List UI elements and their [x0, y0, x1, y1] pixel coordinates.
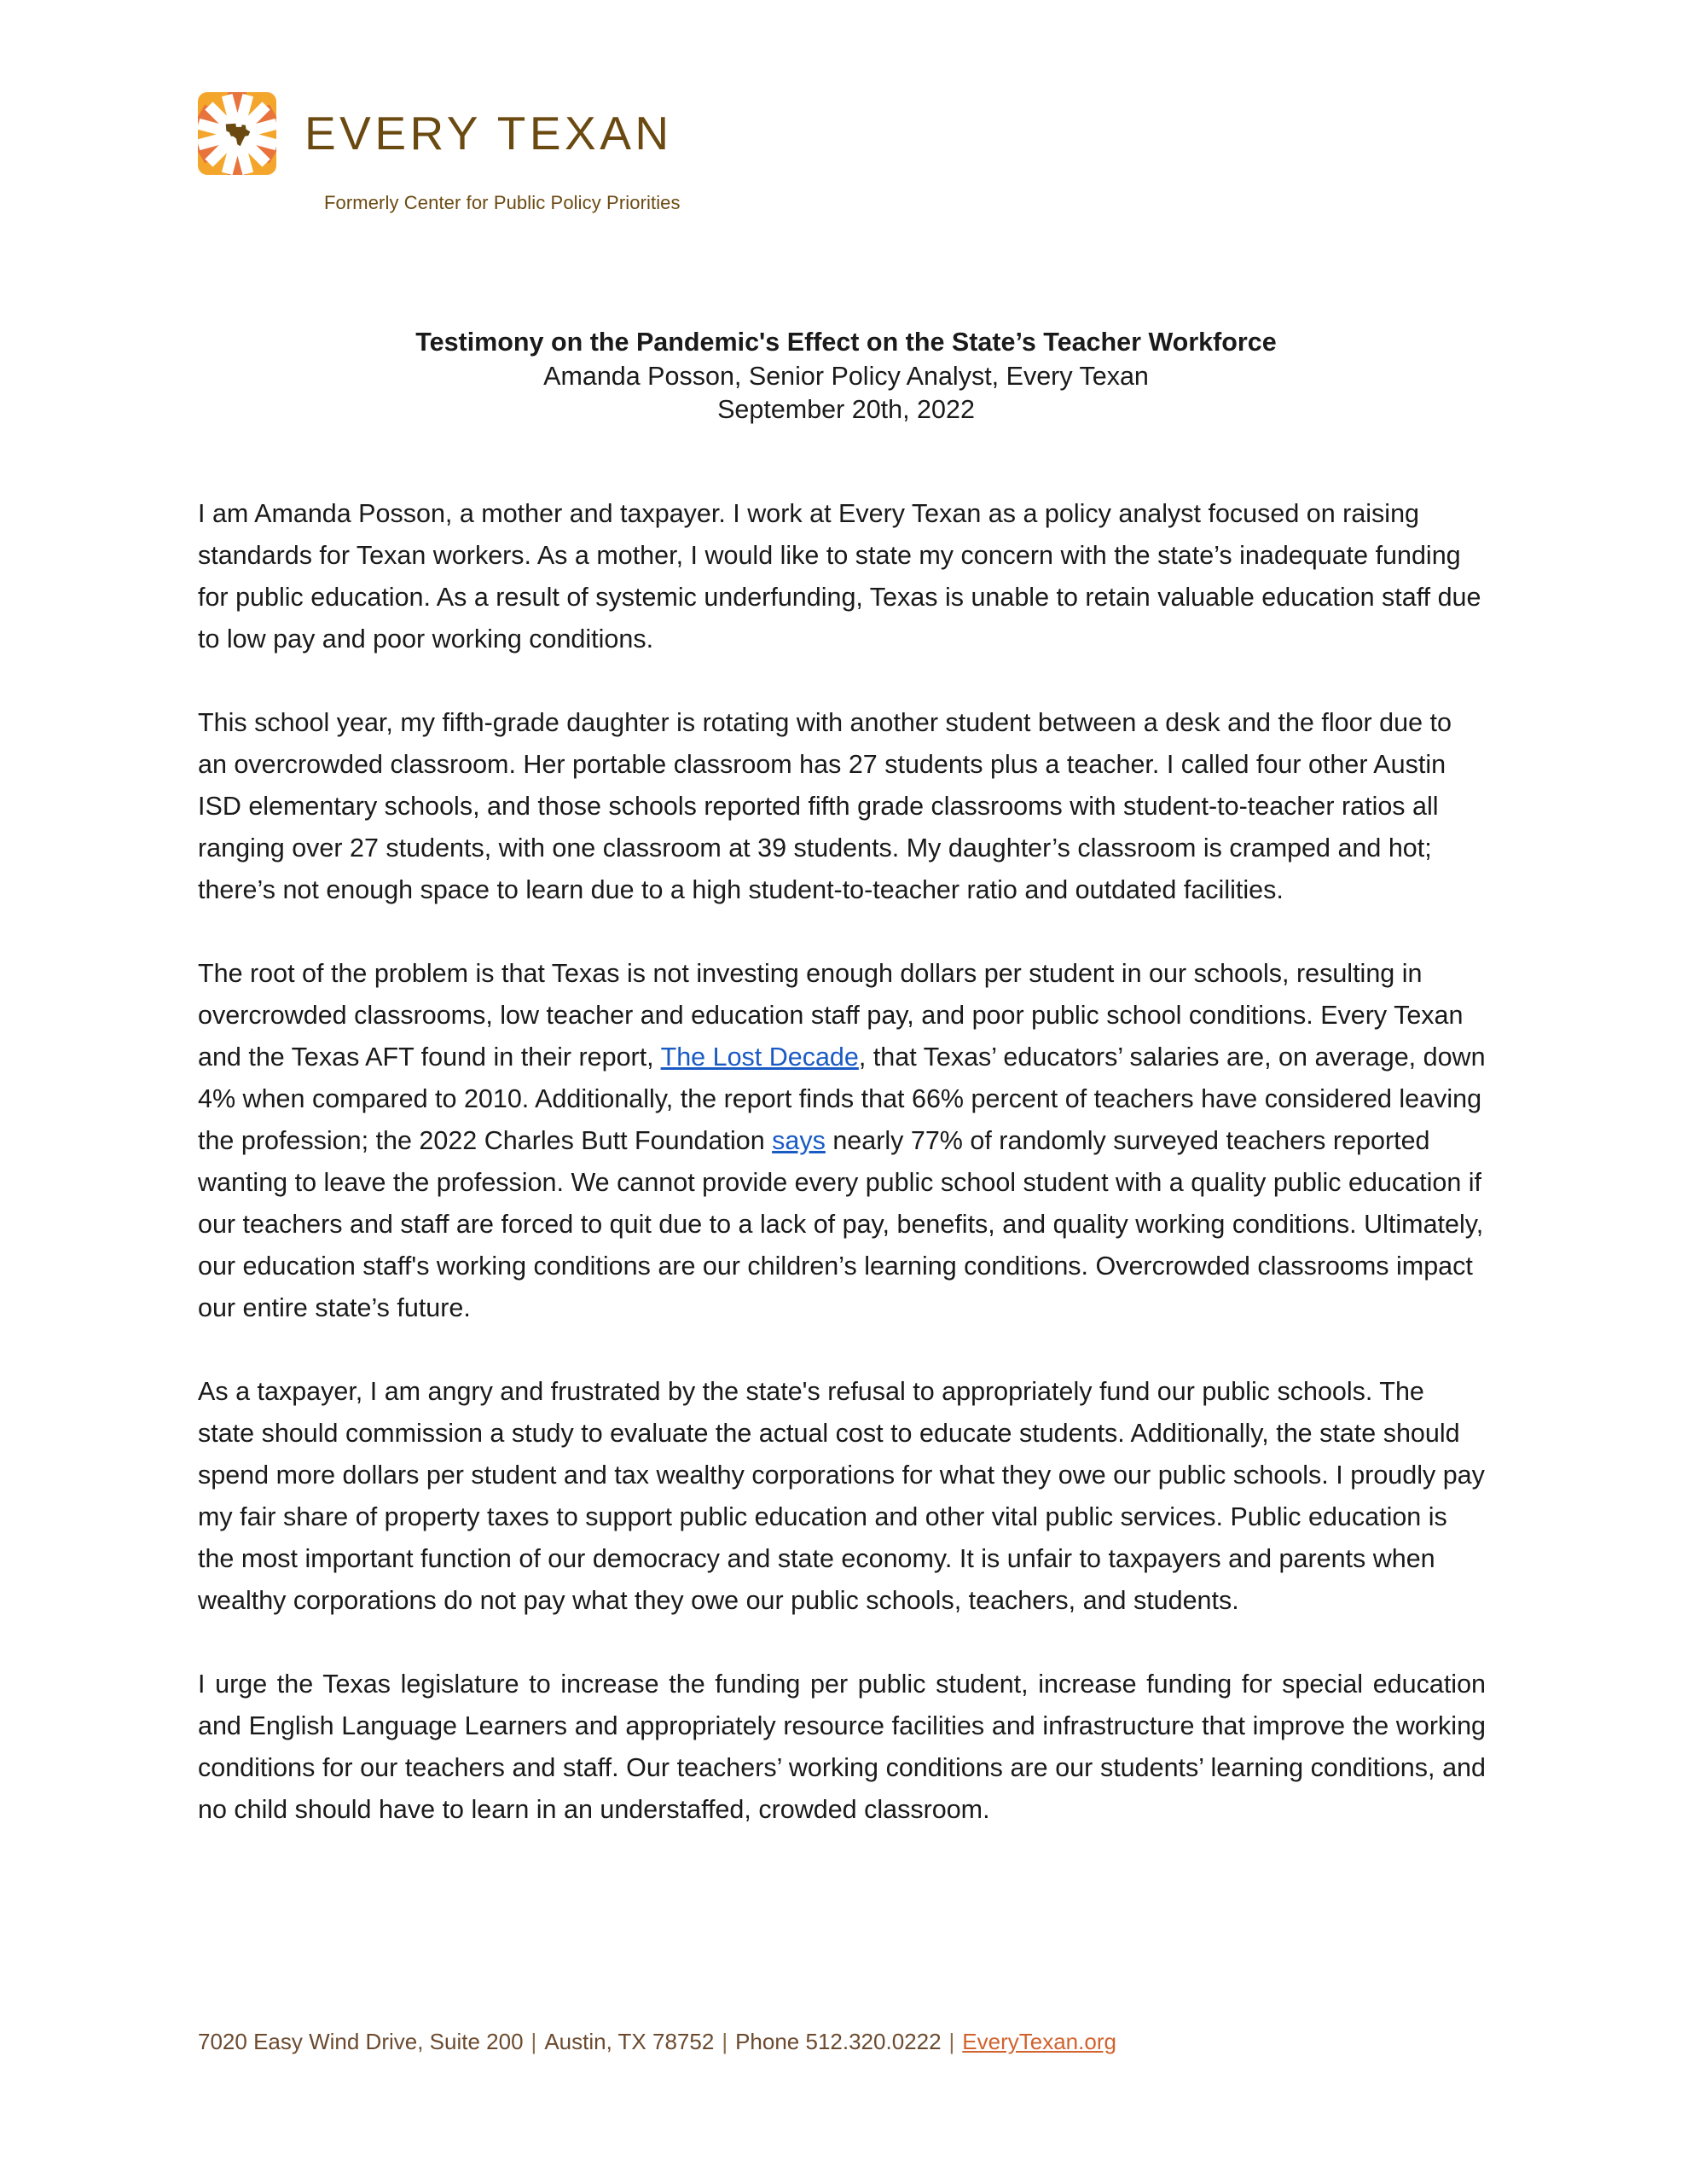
paragraph-classroom-conditions: This school year, my fifth-grade daughter is rotating with another student between a desk and the floor due to an overcrowded classroom. Her portable classroom has 27 students plus a teacher. I called four other Austin ISD elementary schools, and those schools reported fifth grade classrooms with student-to-teacher ratios all ranging over 27 students, with one classroom at 39 students. My daughter’s classroom is cramped and hot; there’s not enough space to learn due to a high student-to-teacher ratio and outdated facilities. — [198, 708, 1452, 904]
document-body — [198, 493, 1486, 1831]
footer-website-link[interactable]: EveryTexan.org — [962, 2029, 1116, 2054]
paragraph-taxpayer: As a taxpayer, I am angry and frustrated by the state's refusal to appropriately fund our public schools. The state should commission a study to evaluate the actual cost to educate students. Additionally, the state should spend more dollars per student and tax wealthy corporations for what they owe our public schools. I proudly pay my fair share of property taxes to support public education and other vital public services. Public education is the most important function of our democracy and state economy. It is unfair to taxpayers and parents when wealthy corporations do not pay what they owe our public schools, teachers, and students. — [198, 1377, 1485, 1615]
footer — [198, 2029, 1494, 2055]
texas-state-shape-icon — [223, 119, 252, 148]
footer-phone: Phone 512.320.0222 — [735, 2029, 942, 2054]
footer-city-state-zip: Austin, TX 78752 — [544, 2029, 715, 2054]
footer-separator-2: | — [722, 2029, 728, 2054]
document-title: Testimony on the Pandemic's Effect on the State’s Teacher Workforce — [415, 328, 1277, 357]
logo-tagline: Formerly Center for Public Policy Priorities — [324, 192, 681, 213]
paragraph-intro: I am Amanda Posson, a mother and taxpayer. I work at Every Texan as a policy analyst focused on raising standards for Texan workers. As a mother, I would like to state my concern with the state’s inadequate funding for public education. As a result of systemic underfunding, Texas is unable to retain valuable education staff due to low pay and poor working conditions. — [198, 499, 1481, 653]
paragraph-funding-research-text-3: nearly 77% of randomly surveyed teachers reported wanting to leave the profession. We cannot provide every public school student with a quality public education if our teachers and staff are forced to quit due to a lack of pay, benefits, and quality working conditions. Ultimately, our education staff's working conditions are our children’s learning conditions. Overcrowded classrooms impact our entire state’s future. — [198, 1126, 1484, 1322]
document-author: Amanda Posson, Senior Policy Analyst, Every Texan — [543, 361, 1149, 391]
footer-separator-1: | — [530, 2029, 537, 2054]
paragraph-funding-research-text-1: The root of the problem is that Texas is not investing enough dollars per student in our schools, resulting in overcrowded classrooms, low teacher and education staff pay, and poor public school conditions. Every Texan and the Texas AFT found in their report, — [198, 959, 1464, 1072]
footer-address: 7020 Easy Wind Drive, Suite 200 — [198, 2029, 524, 2054]
footer-separator-3: | — [948, 2029, 955, 2054]
every-texan-sunburst-logo-icon — [198, 92, 276, 175]
title-block — [198, 326, 1494, 427]
paragraph-call-to-action: I urge the Texas legislature to increase the funding per public student, increase funding for special education and English Language Learners and appropriately resource facilities and infrastructure that improve the working conditions for our teachers and staff. Our teachers’ working conditions are our students’ learning conditions, and no child should have to learn in an understaffed, crowded classroom. — [198, 1670, 1486, 1824]
logo-wordmark: EVERY TEXAN — [304, 107, 673, 160]
paragraph-funding-research — [198, 953, 1486, 1329]
logo-row — [198, 92, 1221, 175]
link-says[interactable]: says — [772, 1126, 826, 1155]
document-date: September 20th, 2022 — [717, 395, 975, 425]
link-the-lost-decade[interactable]: The Lost Decade — [660, 1043, 859, 1072]
paragraph-funding-research-text-2: , that Texas’ educators’ salaries are, on average, down 4% when compared to 2010. Additionally, the report finds that 66% percent of teachers have considered leaving the profession; the 2022 Charles Butt Foundation — [198, 1043, 1486, 1155]
letterhead — [198, 92, 1221, 214]
